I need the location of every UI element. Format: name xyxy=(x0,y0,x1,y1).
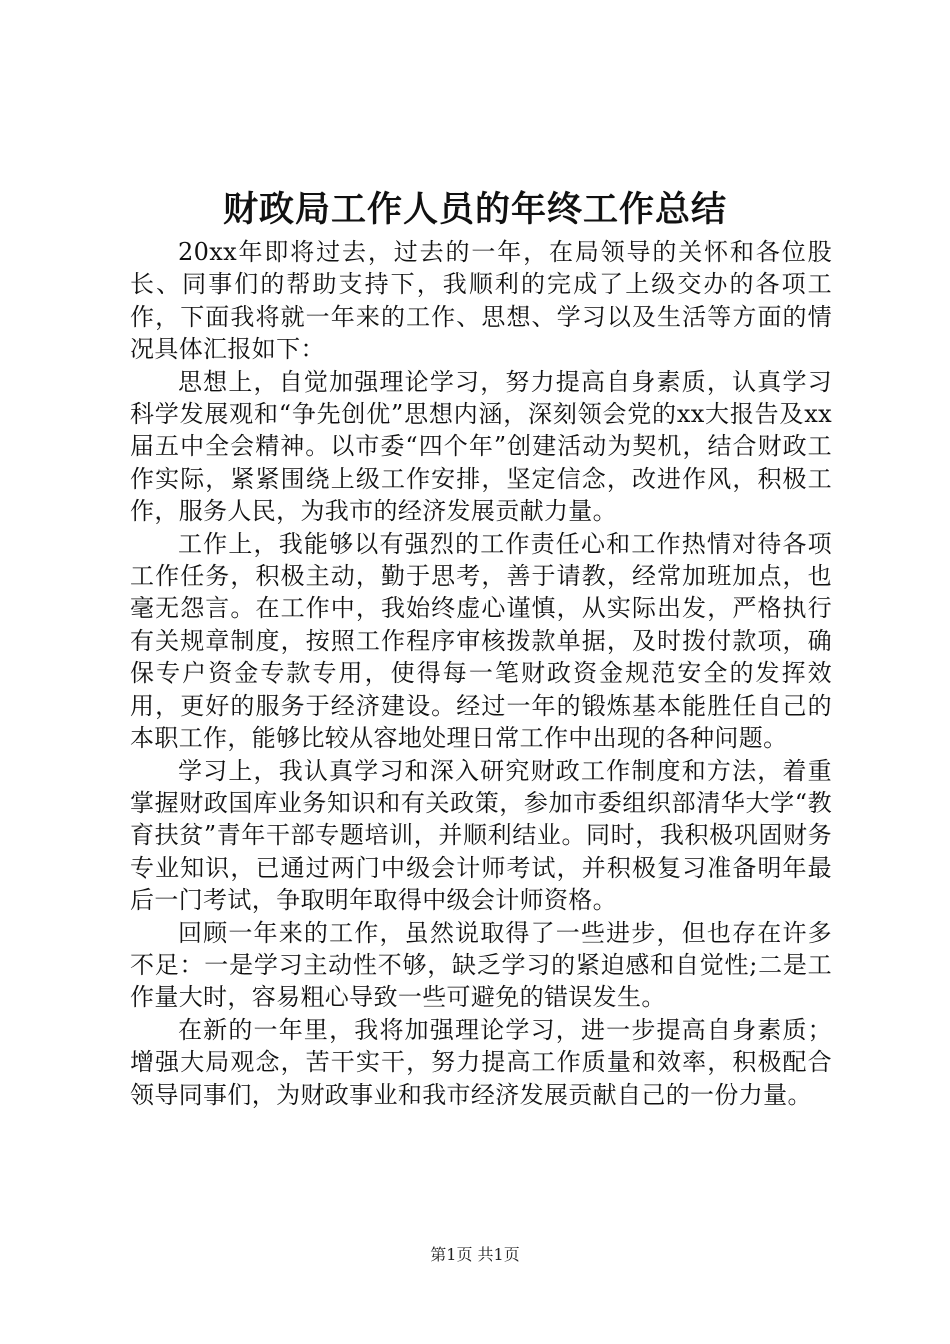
paragraph-review: 回顾一年来的工作，虽然说取得了一些进步，但也存在许多不足：一是学习主动性不够，缺乏学习的紧迫感和自觉性;二是工作量大时，容易粗心导致一些可避免的错误发生。 xyxy=(130,918,832,1012)
paragraph-work: 工作上，我能够以有强烈的工作责任心和工作热情对待各项工作任务，积极主动，勤于思考，善于请教，经常加班加点，也毫无怨言。在工作中，我始终虚心谨慎，从实际出发，严格执行有关规章制度，按照工作程序审核拨款单据，及时拨付款项，确保专户资金专款专用，使得每一笔财政资金规范安全的发挥效用，更好的服务于经济建设。经过一年的锻炼基本能胜任自己的本职工作，能够比较从容地处理日常工作中出现的各种问题。 xyxy=(130,529,832,753)
page-footer: 第1页 共1页 xyxy=(430,1245,520,1264)
paragraph-thinking: 思想上，自觉加强理论学习，努力提高自身素质，认真学习科学发展观和“争先创优”思想内涵，深刻领会党的xx大报告及xx届五中全会精神。以市委“四个年”创建活动为契机，结合财政工作实际，紧紧围绕上级工作安排，坚定信念，改进作风，积极工作，服务人民，为我市的经济发展贡献力量。 xyxy=(130,367,832,526)
paragraph-outlook: 在新的一年里，我将加强理论学习，进一步提高自身素质；增强大局观念，苦干实干，努力提高工作质量和效率，积极配合领导同事们，为财政事业和我市经济发展贡献自己的一份力量。 xyxy=(130,1015,832,1109)
document-body xyxy=(130,236,832,1111)
paragraph-study: 学习上，我认真学习和深入研究财政工作制度和方法，着重掌握财政国库业务知识和有关政策，参加市委组织部清华大学“教育扶贫”青年干部专题培训，并顺利结业。同时，我积极巩固财务专业知识，已通过两门中级会计师考试，并积极复习准备明年最后一门考试，争取明年取得中级会计师资格。 xyxy=(130,756,832,915)
paragraph-intro: 20xx年即将过去，过去的一年，在局领导的关怀和各位股长、同事们的帮助支持下，我顺利的完成了上级交办的各项工作，下面我将就一年来的工作、思想、学习以及生活等方面的情况具体汇报如下： xyxy=(130,238,832,364)
document-title: 财政局工作人员的年终工作总结 xyxy=(222,189,727,230)
